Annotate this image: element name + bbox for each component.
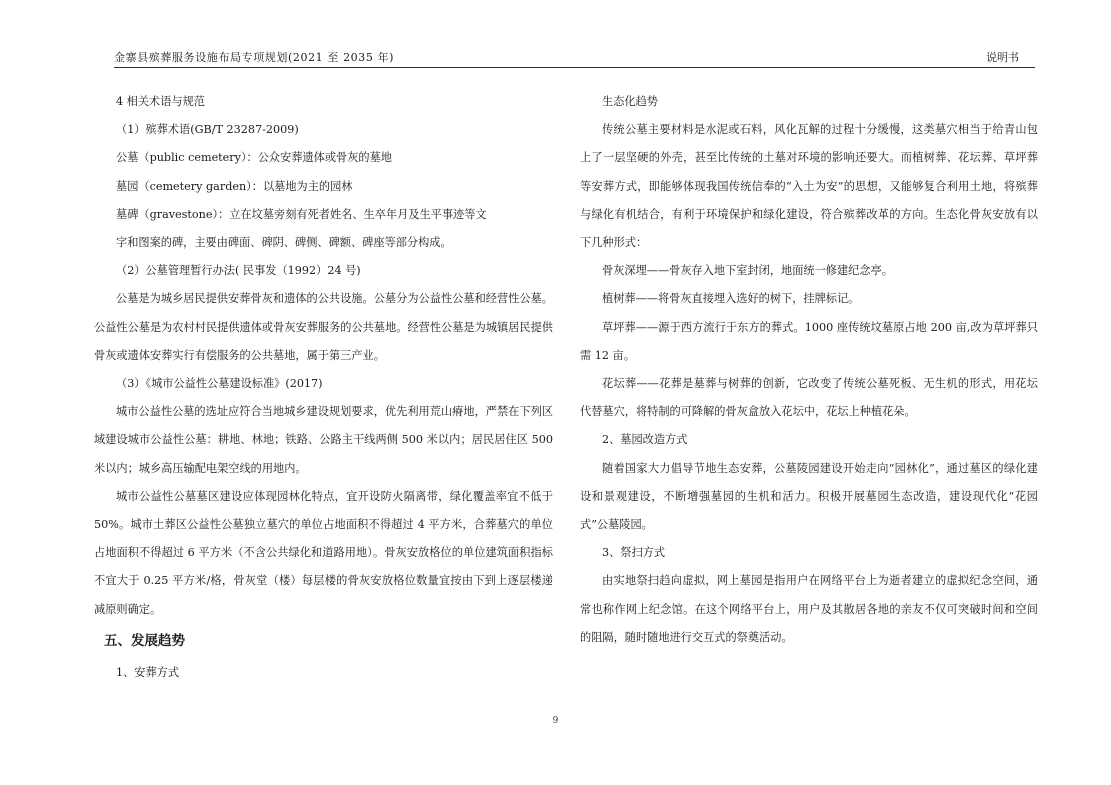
list-paragraph: 植树葬——将骨灰直接埋入选好的树下，挂牌标记。 (602, 292, 860, 306)
document-section: 说明书 (986, 51, 1019, 64)
subsection-heading: 1、安葬方式 (116, 665, 180, 679)
body-paragraph: 城市公益性公墓的选址应符合当地城乡建设规划要求，优先利用荒山瘠地，严禁在下列区域建设城市公益性公墓：耕地、林地；铁路、公路主干线两侧 500 米以内；居民居住区 500 米以内；城乡高压输配电架空线的用地内。 (94, 405, 553, 475)
subsection-heading: 4 相关术语与规范 (116, 95, 205, 108)
document-title: 金寨县殡葬服务设施布局专项规划(2021 至 2035 年) (114, 51, 395, 64)
list-paragraph: 花坛葬——花葬是墓葬与树葬的创新，它改变了传统公墓死板、无生机的形式，用花坛代替墓穴，将特制的可降解的骨灰盒放入花坛中，花坛上种植花朵。 (580, 377, 1038, 419)
page-number: 9 (552, 716, 559, 726)
list-paragraph: 草坪葬——源于西方流行于东方的葬式。1000 座传统坟墓原占地 200 亩,改为草坪葬只需 12 亩。 (580, 320, 1038, 362)
subsection-heading: 生态化趋势 (602, 95, 658, 108)
right-column (580, 88, 1038, 652)
term-paragraph-continued: 字和图案的碑，主要由碑面、碑阴、碑侧、碑额、碑座等部分构成。 (116, 236, 452, 250)
body-paragraph: 城市公益性公墓墓区建设应体现园林化特点，宜开设防火隔离带，绿化覆盖率宜不低于 50%。城市土葬区公益性公墓独立墓穴的单位占地面积不得超过 4 平方米，合葬墓穴的单位占地面积不得超过 6 平方米（不含公共绿化和道路用地）。骨灰安放格位的单位建筑面积指标不宜大于 0.25 平方米/格，骨灰堂（楼）每层楼的骨灰安放格位数量宜按由下到上逐层楼递减原则确定。 (94, 489, 553, 616)
left-column (94, 88, 553, 687)
list-paragraph: 骨灰深埋——骨灰存入地下室封闭，地面统一修建纪念亭。 (602, 264, 893, 278)
body-paragraph: 传统公墓主要材料是水泥或石料，风化瓦解的过程十分缓慢，这类墓穴相当于给青山包上了一层坚硬的外壳，甚至比传统的土墓对环境的影响还要大。而植树葬、花坛葬、草坪葬等安葬方式，即能够体现我国传统信奉的“入土为安”的思想，又能够复合利用土地，将殡葬与绿化有机结合，有利于环境保护和绿化建设，符合殡葬改革的方向。生态化骨灰安放有以下几种形式： (580, 123, 1038, 250)
subsection-heading: 2、墓园改造方式 (602, 433, 688, 447)
body-paragraph: 公墓是为城乡居民提供安葬骨灰和遗体的公共设施。公墓分为公益性公墓和经营性公墓。公益性公墓是为农村村民提供遗体或骨灰安葬服务的公共墓地。经营性公墓是为城镇居民提供骨灰或遗体安葬实行有偿服务的公共墓地，属于第三产业。 (94, 292, 553, 362)
header-divider (114, 67, 1035, 68)
subsection-heading: 3、祭扫方式 (602, 546, 666, 560)
section-title: 五、发展趋势 (104, 632, 185, 649)
standard-heading: （3）《城市公益性公墓建设标准》(2017) (116, 377, 323, 391)
body-paragraph: 随着国家大力倡导节地生态安葬，公墓陵园建设开始走向“园林化”，通过墓区的绿化建设和景观建设，不断增强墓园的生机和活力。积极开展墓园生态改造，建设现代化“花园式”公墓陵园。 (580, 461, 1038, 532)
term-paragraph: 公墓（public cemetery）：公众安葬遗体或骨灰的墓地 (116, 151, 392, 165)
page-header (114, 50, 1035, 66)
term-paragraph: 墓园（cemetery garden）：以墓地为主的园林 (116, 179, 353, 193)
term-paragraph: 墓碑（gravestone）：立在坟墓旁刻有死者姓名、生卒年月及生平事迹等文 (116, 207, 487, 221)
standard-heading: （1）殡葬术语(GB/T 23287-2009) (116, 123, 299, 137)
standard-heading: （2）公墓管理暂行办法( 民事发（1992）24 号) (116, 264, 361, 278)
body-paragraph: 由实地祭扫趋向虚拟，网上墓园是指用户在网络平台上为逝者建立的虚拟纪念空间，通常也称作网上纪念馆。在这个网络平台上，用户及其散居各地的亲友不仅可突破时间和空间的阻隔，随时随地进行交互式的祭奠活动。 (580, 574, 1038, 644)
